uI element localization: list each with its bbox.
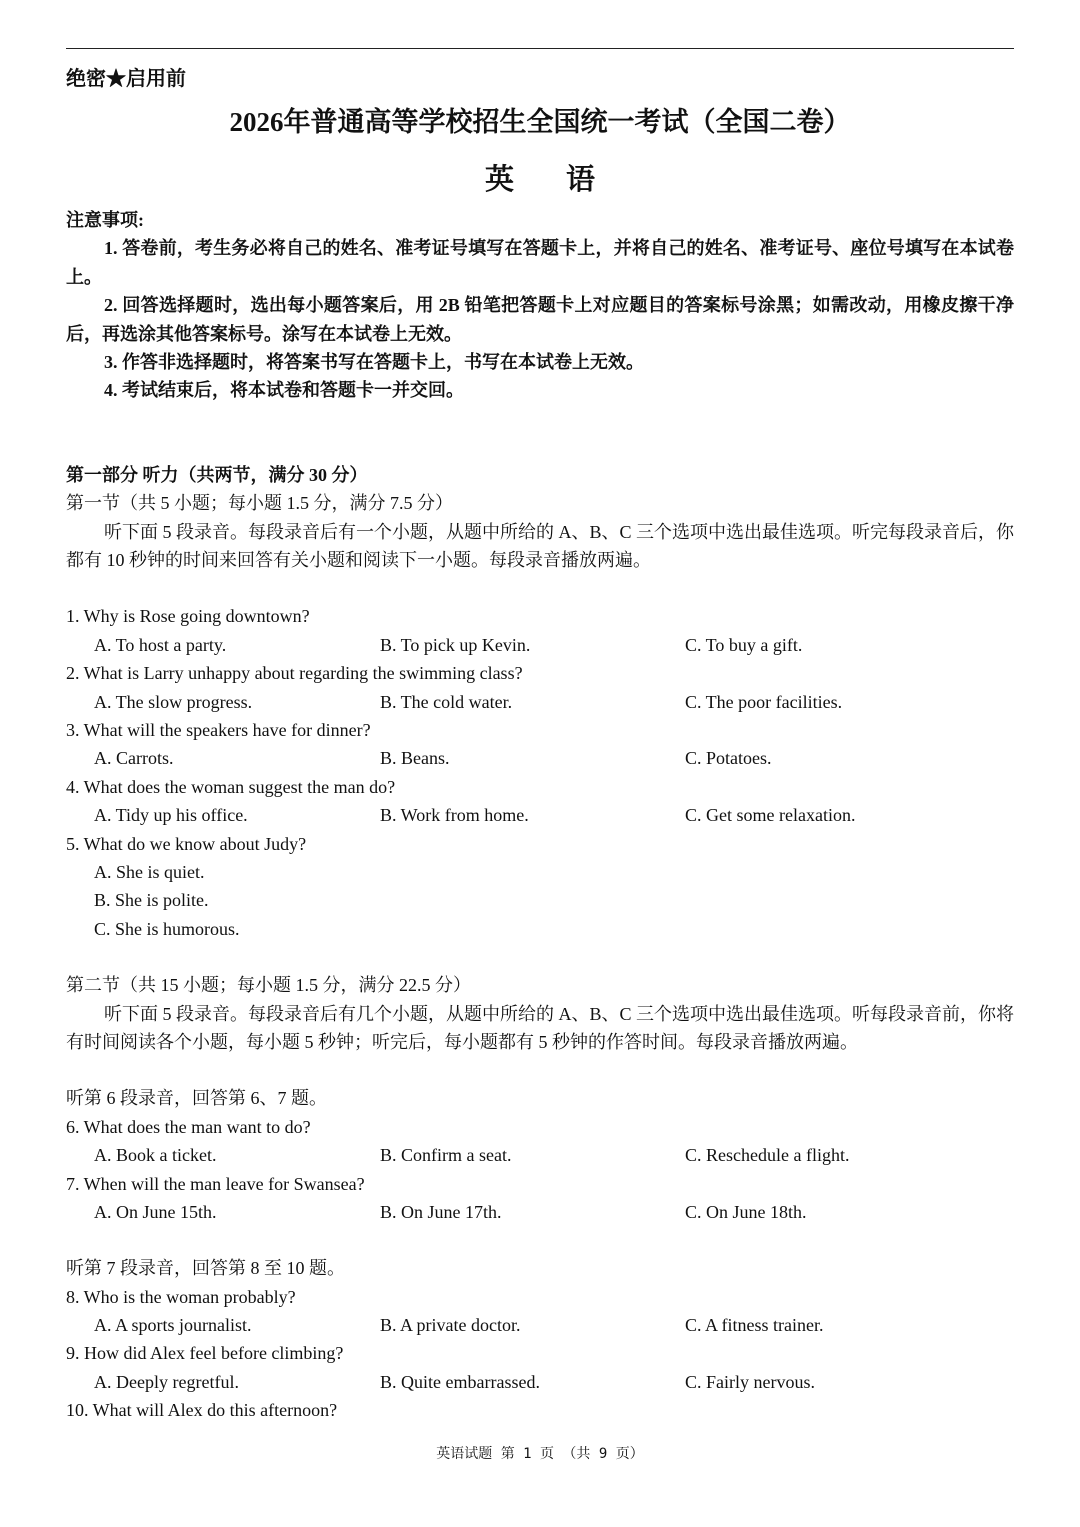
question-item (66, 602, 1014, 659)
question-options (66, 631, 1014, 659)
question-item (66, 1113, 1014, 1170)
section2-instructions: 听下面 5 段录音。每段录音后有几个小题，从题中所给的 A、B、C 三个选项中选出最佳选项。听每段录音前，你将有时间阅读各个小题，每小题 5 秒钟；听完后，每小题都有 5 秒钟的作答时间。每段录音播放两遍。 (66, 1003, 1015, 1052)
notice-item-4: 4. 考试结束后，将本试卷和答题卡一并交回。 (104, 380, 464, 401)
question-options (66, 744, 1014, 772)
option-a: A. To host a party. (94, 634, 227, 655)
question-options (66, 1368, 1014, 1396)
question-stem: 1. Why is Rose going downtown? (66, 606, 310, 627)
option-c: C. The poor facilities. (685, 691, 843, 712)
option-a: A. A sports journalist. (94, 1315, 252, 1336)
option-c: C. A fitness trainer. (685, 1315, 824, 1336)
option-c: C. She is humorous. (94, 918, 240, 939)
confidential-mark: 绝密★启用前 (66, 68, 186, 90)
option-a: A. Deeply regretful. (94, 1371, 239, 1392)
question-stem: 6. What does the man want to do? (66, 1116, 311, 1137)
option-c: C. To buy a gift. (685, 634, 803, 655)
option-b: B. Beans. (380, 748, 450, 769)
section2-heading: 第二节（共 15 小题；每小题 1.5 分，满分 22.5 分） (66, 975, 471, 996)
question-stem: 2. What is Larry unhappy about regarding the swimming class? (66, 663, 523, 684)
question-options (66, 801, 1014, 829)
notice-item-2: 2. 回答选择题时，选出每小题答案后，用 2B 铅笔把答题卡上对应题目的答案标号涂黑；如需改动，用橡皮擦干净后，再选涂其他答案标号。涂写在本试卷上无效。 (66, 295, 1014, 344)
question-item (66, 773, 1014, 830)
question-stem: 4. What does the woman suggest the man do? (66, 776, 396, 797)
question-options (66, 1141, 1014, 1169)
option-a: A. Carrots. (94, 748, 174, 769)
section1-heading: 第一节（共 5 小题；每小题 1.5 分，满分 7.5 分） (66, 493, 453, 514)
option-b: B. She is polite. (94, 890, 209, 911)
exam-title: 2026年普通高等学校招生全国统一考试（全国二卷） (229, 107, 851, 137)
question-options (66, 1198, 1014, 1226)
question-item (66, 1339, 1014, 1396)
option-b: B. Confirm a seat. (380, 1145, 512, 1166)
option-c: C. Reschedule a flight. (685, 1145, 850, 1166)
option-a: A. Tidy up his office. (94, 805, 248, 826)
notice-heading: 注意事项: (66, 210, 144, 230)
option-a: A. The slow progress. (94, 691, 253, 712)
option-b: B. Work from home. (380, 805, 529, 826)
option-a: A. She is quiet. (94, 861, 205, 882)
question-stem: 8. Who is the woman probably? (66, 1286, 296, 1307)
option-b: B. Quite embarrassed. (380, 1371, 540, 1392)
question-stem: 10. What will Alex do this afternoon? (66, 1400, 338, 1421)
subject-title: 英语 (484, 164, 647, 196)
question-item (66, 1283, 1014, 1340)
question-item (66, 716, 1014, 773)
question-stem: 9. How did Alex feel before climbing? (66, 1343, 344, 1364)
page-footer: 英语试题 第 1 页 （共 9 页） (436, 1446, 644, 1462)
page-content (66, 62, 1014, 1425)
question-options (66, 688, 1014, 716)
question-item (66, 830, 1014, 944)
option-b: B. The cold water. (380, 691, 513, 712)
group6-heading: 听第 6 段录音，回答第 6、7 题。 (66, 1088, 327, 1109)
top-rule (66, 48, 1014, 49)
notice-item-3: 3. 作答非选择题时，将答案书写在答题卡上，书写在本试卷上无效。 (104, 352, 644, 373)
part1-heading: 第一部分 听力（共两节，满分 30 分） (66, 464, 368, 485)
group7-heading: 听第 7 段录音，回答第 8 至 10 题。 (66, 1258, 345, 1279)
option-c: C. Get some relaxation. (685, 805, 856, 826)
option-c: C. On June 18th. (685, 1201, 807, 1222)
notice-item-1: 1. 答卷前，考生务必将自己的姓名、准考证号填写在答题卡上，并将自己的姓名、准考证号、座位号填写在本试卷上。 (66, 238, 1014, 287)
question-stem: 3. What will the speakers have for dinner? (66, 720, 371, 740)
option-c: C. Fairly nervous. (685, 1371, 815, 1392)
option-b: B. To pick up Kevin. (380, 634, 531, 655)
question-options (66, 1311, 1014, 1339)
question-item (66, 1396, 1014, 1424)
option-a: A. Book a ticket. (94, 1145, 217, 1166)
question-stem: 5. What do we know about Judy? (66, 833, 307, 854)
question-stem: 7. When will the man leave for Swansea? (66, 1173, 365, 1194)
notice-section (66, 206, 1014, 405)
question-item (66, 1170, 1014, 1227)
option-b: B. A private doctor. (380, 1315, 521, 1336)
option-a: A. On June 15th. (94, 1201, 217, 1222)
option-c: C. Potatoes. (685, 748, 772, 769)
question-item (66, 659, 1014, 716)
section1-instructions: 听下面 5 段录音。每段录音后有一个小题，从题中所给的 A、B、C 三个选项中选出最佳选项。听完每段录音后，你都有 10 秒钟的时间来回答有关小题和阅读下一小题。每段录音播放两遍。 (66, 521, 1015, 571)
option-b: B. On June 17th. (380, 1201, 502, 1222)
